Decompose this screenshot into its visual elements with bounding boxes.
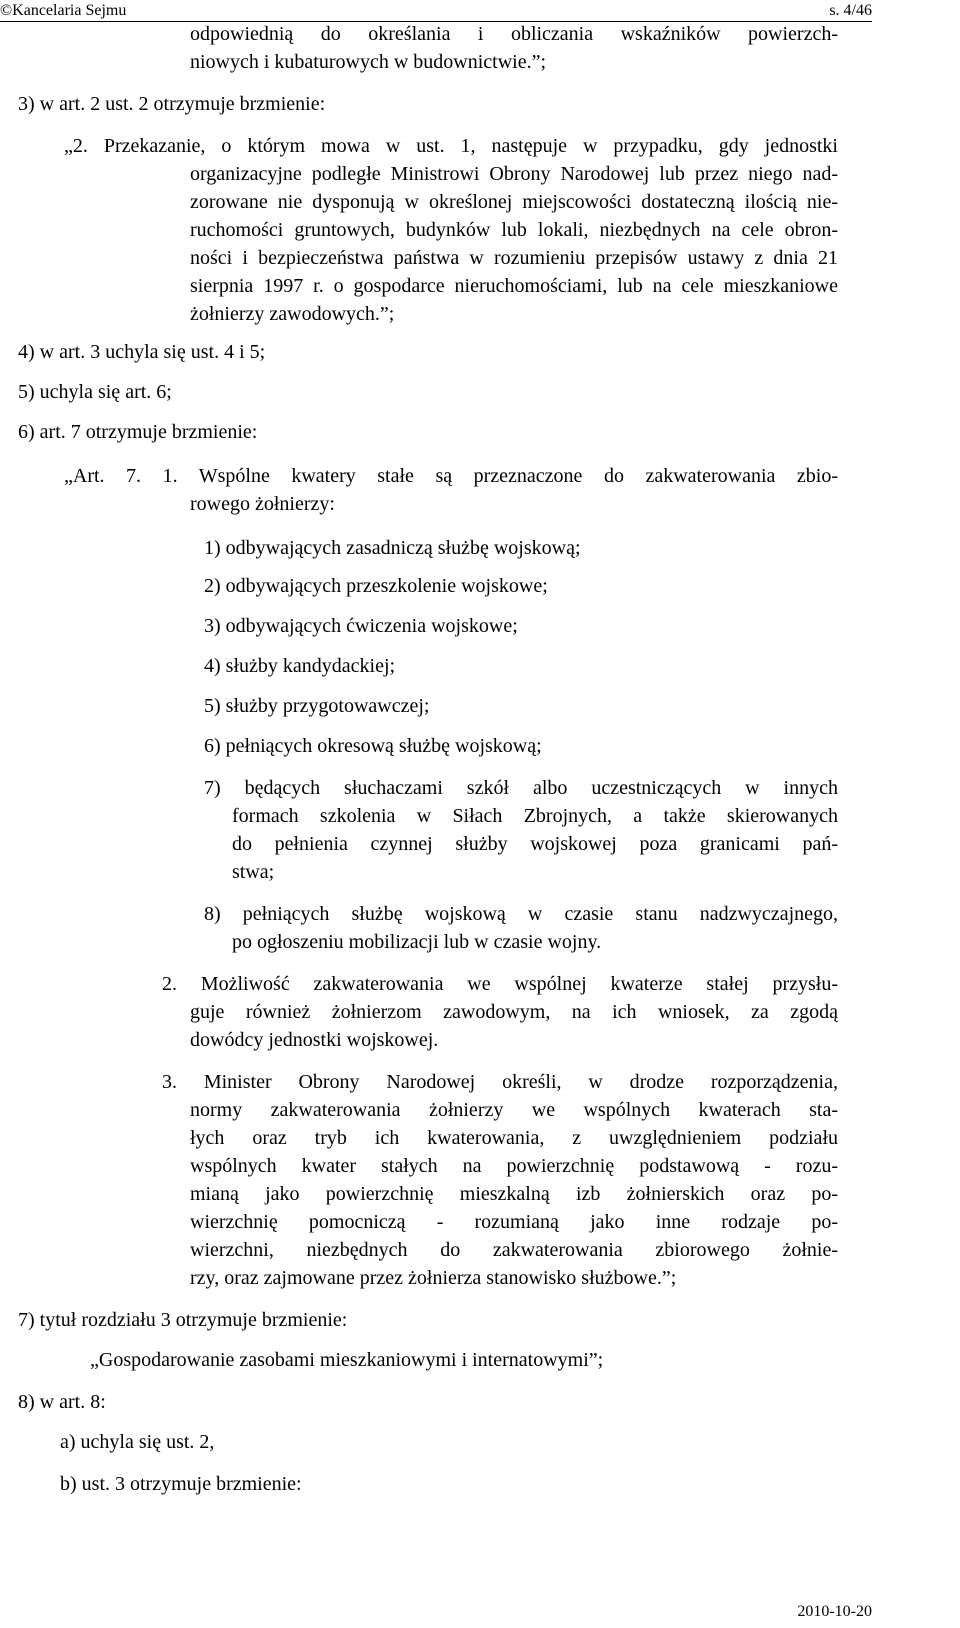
list-item: 4) służby kandydackiej; xyxy=(204,655,396,677)
text-line: do pełnienia czynnej służby wojskowej poza granicami pań- xyxy=(232,833,838,855)
list-item: 1) odbywających zasadniczą służbę wojskową; xyxy=(204,537,581,559)
amendment-point: 7) tytuł rozdziału 3 otrzymuje brzmienie: xyxy=(18,1309,348,1331)
text-line: rowego żołnierzy: xyxy=(190,493,335,515)
paragraph-start: 3. Minister Obrony Narodowej określi, w drodze rozporządzenia, xyxy=(162,1071,838,1093)
amendment-point: 8) w art. 8: xyxy=(18,1391,106,1413)
text-line: guje również żołnierzom zawodowym, na ich wniosek, za zgodą xyxy=(190,1001,838,1023)
text-line: dowódcy jednostki wojskowej. xyxy=(190,1029,439,1051)
amendment-point: 5) uchyla się art. 6; xyxy=(18,381,172,403)
text-line: formach szkolenia w Siłach Zbrojnych, a także skierowanych xyxy=(232,805,838,827)
amendment-point: 3) w art. 2 ust. 2 otrzymuje brzmienie: xyxy=(18,93,326,115)
text-line: mianą jako powierzchnię mieszkalną izb żołnierskich oraz po- xyxy=(190,1183,838,1205)
list-item: b) ust. 3 otrzymuje brzmienie: xyxy=(60,1473,302,1495)
text-line: rzy, oraz zajmowane przez żołnierza stanowisko służbowe.”; xyxy=(190,1267,677,1289)
text-line: normy zakwaterowania żołnierzy we wspólnych kwaterach sta- xyxy=(190,1099,838,1121)
text-line: sierpnia 1997 r. o gospodarce nieruchomościami, lub na cele mieszkaniowe xyxy=(190,275,838,297)
header-page-number: s. 4/46 xyxy=(829,2,872,19)
text-line: stwa; xyxy=(232,861,275,883)
text-line: niowych i kubaturowych w budownictwie.”; xyxy=(190,51,547,73)
text-line: ności i bezpieczeństwa państwa w rozumieniu przepisów ustawy z dnia 21 xyxy=(190,247,838,269)
text-line: wierzchnię pomocniczą - rozumianą jako inne rodzaje po- xyxy=(190,1211,838,1233)
text-line: odpowiednią do określania i obliczania wskaźników powierzch- xyxy=(190,23,838,45)
list-item: 5) służby przygotowawczej; xyxy=(204,695,430,717)
paragraph-start: 2. Możliwość zakwaterowania we wspólnej kwaterze stałej przysłu- xyxy=(162,973,838,995)
list-item: 8) pełniących służbę wojskową w czasie stanu nadzwyczajnego, xyxy=(204,903,838,925)
amendment-point: 4) w art. 3 uchyla się ust. 4 i 5; xyxy=(18,341,266,363)
text-line: po ogłoszeniu mobilizacji lub w czasie wojny. xyxy=(232,931,602,953)
text-line: ruchomości gruntowych, budynków lub lokali, niezbędnych na cele obron- xyxy=(190,219,838,241)
footer-date: 2010-10-20 xyxy=(797,1603,872,1620)
list-item: 3) odbywających ćwiczenia wojskowe; xyxy=(204,615,518,637)
text-line: żołnierzy zawodowych.”; xyxy=(190,303,395,325)
text-line: wspólnych kwater stałych na powierzchnię podstawową - rozu- xyxy=(190,1155,838,1177)
text-line: „Art. 7. 1. Wspólne kwatery stałe są przeznaczone do zakwaterowania zbio- xyxy=(64,465,838,487)
header-source: ©Kancelaria Sejmu xyxy=(0,2,127,19)
list-item: 7) będących słuchaczami szkół albo uczestniczących w innych xyxy=(204,777,838,799)
amendment-point: 6) art. 7 otrzymuje brzmienie: xyxy=(18,421,258,443)
text-line: łych oraz tryb ich kwaterowania, z uwzględnieniem podziału xyxy=(190,1127,838,1149)
list-item: 6) pełniących okresową służbę wojskową; xyxy=(204,735,542,757)
list-item: a) uchyla się ust. 2, xyxy=(60,1431,215,1453)
page-header xyxy=(0,2,960,22)
text-line: zorowane nie dysponują w określonej miejscowości dostateczną ilością nie- xyxy=(190,191,838,213)
text-line: wierzchni, niezbędnych do zakwaterowania zbiorowego żołnie- xyxy=(190,1239,838,1261)
list-item: 2) odbywających przeszkolenie wojskowe; xyxy=(204,575,548,597)
quoted-title: „Gospodarowanie zasobami mieszkaniowymi i internatowymi”; xyxy=(90,1349,604,1371)
text-line: „2. Przekazanie, o którym mowa w ust. 1, następuje w przypadku, gdy jednostki xyxy=(64,135,838,157)
text-line: organizacyjne podległe Ministrowi Obrony Narodowej lub przez niego nad- xyxy=(190,163,838,185)
